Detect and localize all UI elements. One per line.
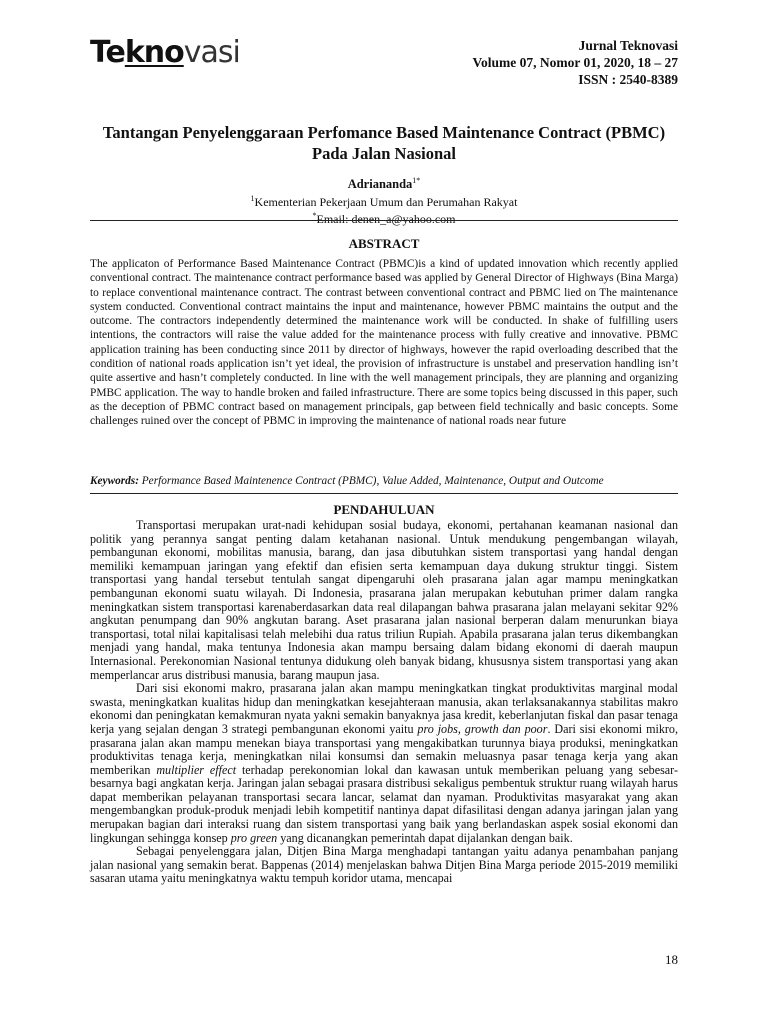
author-line (90, 174, 678, 192)
author-sup: 1* (412, 176, 421, 185)
abstract-heading: ABSTRACT (348, 236, 420, 251)
journal-volume: Volume 07, Nomor 01, 2020, 18 – 27 (472, 55, 678, 70)
keywords-line (90, 474, 678, 488)
p2-text-a: Dari sisi ekonomi makro, prasarana jalan akan mampu meningkatkan tingkat produktivitas marginal modal swasta, meningkatkan kualitas hidup dan meningkatkan kesejahteraan manusia, akan terlaksanakannya stabilitas makro ekonomi dan peningkatan kemakmuran nyata yakni semakin banyaknya jasa kredit, keberlanjutan fiskal dan pasar tenaga kerja yang sejalan dengan 3 strategi pembangunan ekonomi yaitu (90, 681, 678, 736)
logo-part-3: vasi (183, 35, 240, 70)
logo-part-1: Te (90, 35, 125, 70)
header-divider (90, 220, 678, 221)
intro-paragraph-3: Sebagai penyelenggara jalan, Ditjen Bina Marga menghadapi tantangan yaitu adanya penambahan panjang jalan nasional yang semakin berat. Bappenas (2014) menjelaskan bahwa Ditjen Bina Marga periode 2015-2019 memiliki sasaran utama yaitu meningkatnya waktu tempuh koridor utama, mencapai (90, 844, 678, 886)
email-sup: * (312, 211, 317, 220)
section-heading-pendahuluan: PENDAHULUAN (333, 502, 435, 517)
p2-emphasis-2: multiplier effect (156, 762, 237, 777)
p2-text-d: yang dicanangkan pemerintah dapat dijalankan dengan baik. (277, 830, 573, 845)
p2-emphasis-3: pro green (230, 830, 278, 845)
journal-name: Jurnal Teknovasi (578, 38, 678, 53)
author-name: Adriananda (347, 177, 413, 191)
page-number: 18 (665, 952, 678, 967)
keywords-divider (90, 493, 678, 494)
keywords-label: Keywords: (90, 475, 139, 487)
affiliation-text: Kementerian Pekerjaan Umum dan Perumahan Rakyat (254, 194, 518, 209)
paper-title: Tantangan Penyelenggaraan Perfomance Based Maintenance Contract (PBMC) Pada Jalan Nasional (102, 123, 666, 163)
p2-text-b: . Dari sisi ekonomi mikro, prasarana jalan akan mampu menekan biaya transportasi yang mengakibatkan turunnya biaya produksi, meningkatkan produktivitas tenaga kerja, meningkatkan nilai konsumsi dan semakin meluasnya pasar tenaga kerja yang akan memberikan (90, 721, 678, 777)
intro-body (90, 519, 678, 886)
email-line (90, 209, 678, 227)
affiliation-line (90, 192, 678, 210)
keywords-text: Performance Based Maintenence Contract (PBMC), Value Added, Maintenance, Output and Outcome (141, 475, 604, 487)
journal-logo (90, 35, 240, 70)
author-block (90, 174, 678, 227)
logo-part-2: kno (124, 35, 184, 70)
intro-paragraph-1: Transportasi merupakan urat-nadi kehidupan sosial budaya, ekonomi, pertahanan keamanan nasional dan politik yang perannya sangat penting dalam ketahanan nasional. Untuk mendukung pengembangan wilayah, pembangunan ekonomi, mobilitas manusia, barang, dan jasa dibutuhkan sistem transportasi yang handal dengan memiliki kemampuan jaringan yang efektif dan efisien serta kemampuan daya dukung struktur tinggi. Sistem transportasi yang handal tersebut tentulah sangat dipengaruhi oleh prasarana jalan agar mampu meningkatkan pembangunan ekonomi suatu wilayah. Di Indonesia, prasarana jalan merupakan kebutuhan primer dalam rangka meningkatkan sistem transportasi karenaberdasarkan data real dilapangan bahwa prasarana jalan melayani sekitar 92% angkutan penumpang dan 90% angkutan barang. Aset prasarana jalan nasional berperan dalam menurunkan biaya transportasi, total nilai kapitalisasi telah melebihi dua ratus triliun Rupiah. Apabila prasarana jalan terus dikembangkan menjadi yang handal, maka tentunya Indonesia akan mampu bersaing dalam bidang ekonomi di daerah maupun Internasional. Perekonomian Nasional tentunya didukung oleh banyak bidang, khususnya sistem transportasi yang akan memperlancar arus distribusi manusia, barang maupun jasa. (90, 518, 678, 682)
p2-emphasis-1: pro jobs, growth dan poor (417, 721, 548, 736)
journal-meta (473, 37, 679, 88)
affiliation-sup: 1 (250, 193, 255, 203)
abstract-text: The applicaton of Performance Based Maintenance Contract (PBMC)is a kind of updated innovation which recently applied conventional contract. The maintenance contract performance based was applied by General Director of Highways (Bina Marga) to replace conventional maintenance contract. The contrast between conventional contract and PBMC lied on The maintenance system conducted. Conventional contract maintains the input and maintenance, however PBMC maintains the output and the outcome. The contractors independently determined the maintenance work will be conducted. In shake of fulfilling users intentions, the contractors will raise the value added for the maintenance process with fully creative and innovative. PBMC application training has been conducting since 2011 by director of highways, however the rapid overloading described that the condition of national roads application isn’t yet ideal, the provision of infrastructure is unstabel and preservation handling isn’t quite assertive and hasn’t completely conducted. In line with the well management principals, they are planning and organizing PMBC application. The way to handle broken and failed infrastructure. There are some topics being discussed in this paper, such as the deception of PBMC contract based on management principals, gap between field technically and basic concepts. Some challenges ruined over the concept of PBMC in improving the maintenance of national roads near future (90, 258, 678, 428)
email-text: Email: denen_a@yahoo.com (316, 212, 456, 226)
intro-paragraph-2 (90, 682, 678, 845)
p2-text-c: terhadap perekonomian lokal dan kawasan untuk memberikan peluang yang sebesar-besarnya bagi angkatan kerja. Jaringan jalan sebagai prasara distribusi sekaligus pembentuk struktur ruang wilayah harus dapat memberikan pelayanan transportasi secara lancar, selamat dan nyaman. Produktivitas masyarakat yang akan mengembangkan produk-produk menjadi lebih kompetitif nantinya dapat difasilitasi dengan adanya jaringan jalan yang merupakan bagian dari interaksi ruang dan sistem transportasi yang baik yang berlandaskan aspek sosial ekonomi dan lingkungan sehingga konsep (90, 762, 678, 845)
journal-issn: ISSN : 2540-8389 (578, 72, 678, 87)
